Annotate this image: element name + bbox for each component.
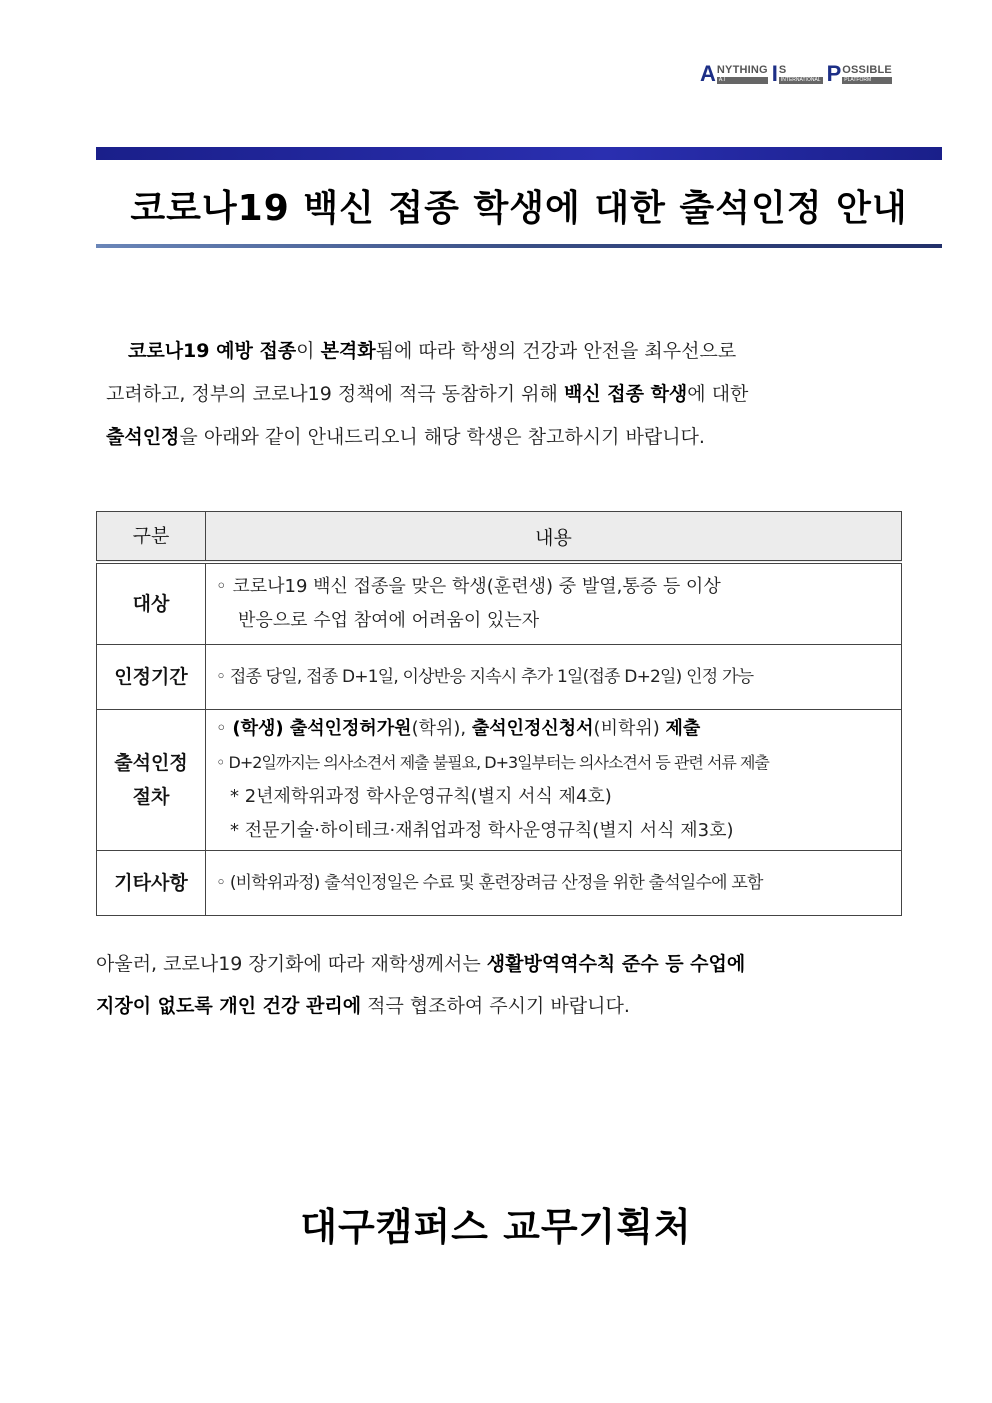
outro-text: 적극 협조하여 주시기 바랍니다. xyxy=(361,995,630,1017)
logo-word-possible: OSSIBLE xyxy=(842,64,892,76)
intro-text: 고려하고, 정부의 코로나19 정책에 적극 동참하기 위해 xyxy=(106,383,564,405)
outro-text: 아울러, 코로나19 장기화에 따라 재학생께서는 xyxy=(96,953,487,975)
header-category: 구분 xyxy=(97,512,206,563)
outro-line-1 xyxy=(96,943,896,985)
content-line xyxy=(216,712,891,746)
row-label-procedure xyxy=(97,710,206,851)
row-content-period xyxy=(206,645,902,710)
content-emphasis: 출석인정신청서 xyxy=(471,718,594,739)
outro-emphasis: 생활방역역수칙 준수 등 수업에 xyxy=(486,953,746,975)
intro-text: 됨에 따라 학생의 건강과 안전을 최우선으로 xyxy=(375,340,737,362)
table-row-procedure xyxy=(97,710,902,851)
closing-paragraph xyxy=(96,943,896,1027)
content-line: ◦ 접종 당일, 접종 D+1일, 이상반응 지속시 추가 1일(접종 D+2일) 인정 가능 xyxy=(216,667,754,687)
intro-text: 이 xyxy=(296,340,321,362)
content-line: 반응으로 수업 참여에 어려움이 있는자 xyxy=(238,610,540,631)
logo-letter-a: A xyxy=(700,61,716,86)
row-content-procedure xyxy=(206,710,902,851)
header-content: 내용 xyxy=(206,512,902,563)
logo-letter-p: P xyxy=(826,61,842,86)
logo-sub-ai: A.I xyxy=(717,77,768,84)
content-line: ◦ 코로나19 백신 접종을 맞은 학생(훈련생) 중 발열,통증 등 이상 xyxy=(216,576,721,597)
document-title: 코로나19 백신 접종 학생에 대한 출석인정 안내 xyxy=(130,188,908,229)
intro-text: 을 아래와 같이 안내드리오니 해당 학생은 참고하시기 바랍니다. xyxy=(179,426,705,448)
intro-line-1 xyxy=(106,330,886,373)
intro-line-2 xyxy=(106,373,886,416)
logo-sub-international: INTERNATIONAL xyxy=(780,77,821,83)
row-label-other: 기타사항 xyxy=(97,851,206,916)
logo-sub-platform: PLATFORM xyxy=(842,77,892,84)
content-text: (비학위) xyxy=(593,718,666,739)
content-note: * 2년제학위과정 학사운영규칙(별지 서식 제4호) xyxy=(230,786,612,807)
content-note: * 전문기술·하이테크·재취업과정 학사운영규칙(별지 서식 제3호) xyxy=(230,820,734,841)
outro-emphasis: 지장이 없도록 개인 건강 관리에 xyxy=(96,995,362,1017)
row-content-target xyxy=(206,562,902,645)
row-label-period: 인정기간 xyxy=(97,645,206,710)
table-row-target xyxy=(97,562,902,645)
row-label-procedure-line2: 절차 xyxy=(132,786,170,808)
row-content-other xyxy=(206,851,902,916)
header-bar xyxy=(96,147,942,160)
logo-word-anything: NYTHING xyxy=(716,64,768,76)
logo-word-is: S xyxy=(778,64,787,76)
intro-emphasis: 본격화 xyxy=(320,340,376,362)
title-underline xyxy=(96,244,942,248)
bullet: ◦ xyxy=(216,718,233,739)
intro-line-3 xyxy=(106,416,886,459)
intro-paragraph xyxy=(106,330,886,459)
content-emphasis: (학생) 출석인정허가원 xyxy=(232,718,412,739)
brand-logo xyxy=(700,60,896,84)
content-emphasis: 제출 xyxy=(665,718,701,739)
content-text: (학위), xyxy=(411,718,472,739)
intro-text: 에 대한 xyxy=(687,383,749,405)
outro-line-2 xyxy=(96,985,896,1027)
logo-letter-i: I xyxy=(771,61,778,86)
row-label-procedure-line1: 출석인정 xyxy=(114,752,188,774)
logo-is xyxy=(771,61,823,86)
table-header-row xyxy=(97,512,902,563)
content-line: ◦ (비학위과정) 출석인정일은 수료 및 훈련장려금 산정을 위한 출석일수에 포함 xyxy=(216,873,763,893)
intro-emphasis: 백신 접종 학생 xyxy=(563,383,688,405)
intro-emphasis: 코로나19 예방 접종 xyxy=(128,340,297,362)
logo-possible xyxy=(826,61,892,86)
info-table xyxy=(96,511,902,916)
content-line: ◦ D+2일까지는 의사소견서 제출 불필요, D+3일부터는 의사소견서 등 관련 서류 제출 xyxy=(216,753,769,772)
issuer-signature: 대구캠퍼스 교무기획처 xyxy=(300,1205,692,1249)
table-row-other xyxy=(97,851,902,916)
logo-anything xyxy=(700,61,768,86)
row-label-target: 대상 xyxy=(97,562,206,645)
intro-emphasis: 출석인정 xyxy=(106,426,180,448)
table-row-period xyxy=(97,645,902,710)
